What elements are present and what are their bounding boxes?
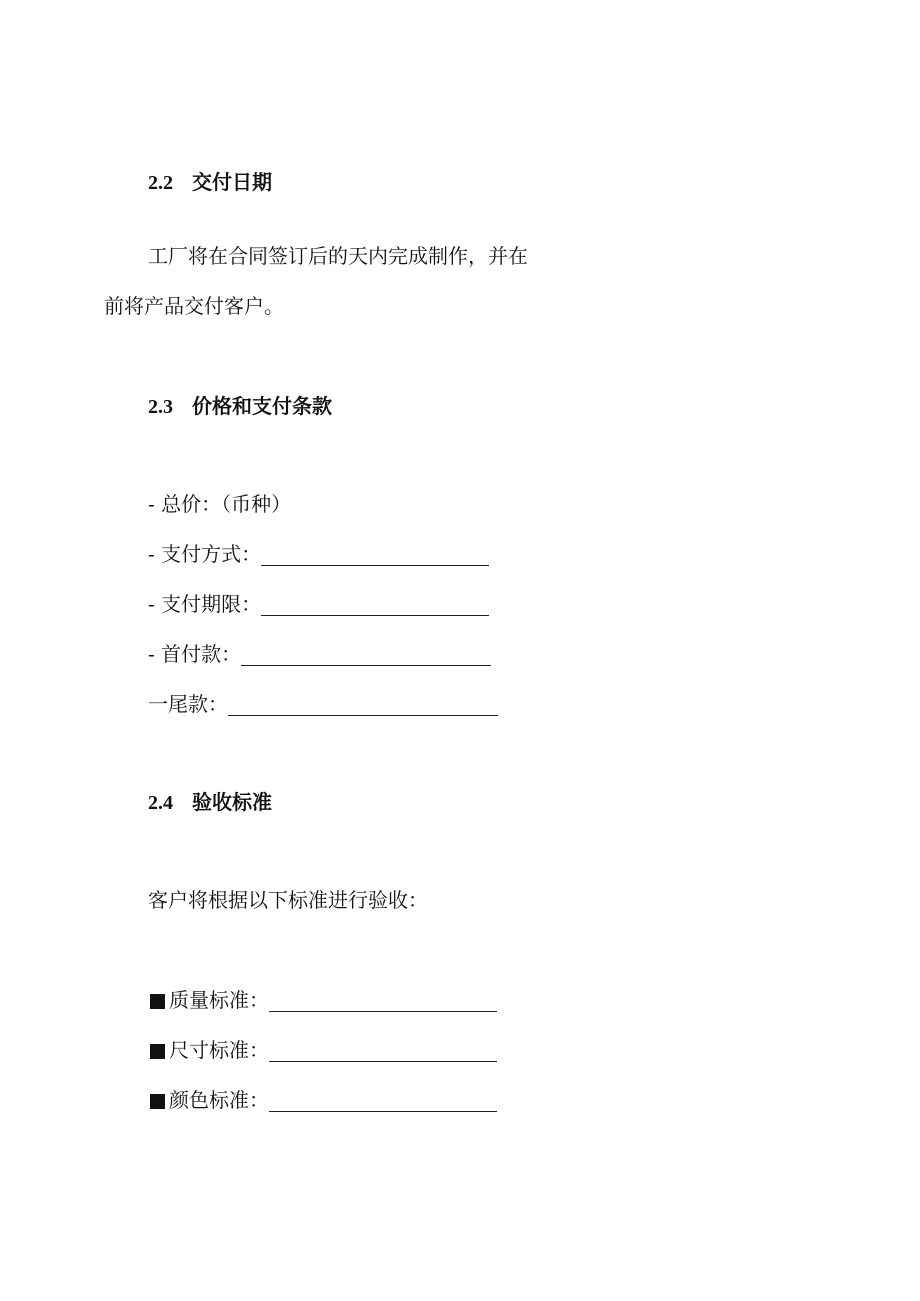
payment-term-field[interactable] (148, 592, 489, 616)
field-label: 尺寸标准： (169, 1038, 269, 1062)
blank-underline[interactable] (269, 993, 497, 1012)
blank-underline[interactable] (228, 697, 498, 716)
blank-underline[interactable] (261, 597, 489, 616)
section-number: 2.3 (148, 396, 173, 418)
acceptance-intro: 客户将根据以下标准进行验收： (148, 888, 428, 912)
section-title: 验收标准 (192, 790, 272, 814)
black-square-bullet-icon (150, 1094, 165, 1109)
field-label: - 首付款： (148, 642, 242, 666)
field-label: - 支付方式： (148, 542, 262, 566)
blank-underline[interactable] (241, 647, 491, 666)
down-payment-field[interactable] (148, 642, 491, 666)
payment-method-field[interactable] (148, 542, 489, 566)
paragraph-line: 前将产品交付客户。 (104, 294, 284, 318)
price-total-line (148, 492, 291, 516)
color-standard-field[interactable] (148, 1088, 497, 1112)
section-number: 2.2 (148, 172, 173, 194)
field-label: - 总价：（币种） (148, 492, 292, 516)
blank-underline[interactable] (261, 547, 489, 566)
paragraph-line: 工厂将在合同签订后的天内完成制作，并在 (148, 244, 528, 268)
blank-underline[interactable] (269, 1093, 497, 1112)
field-label: 质量标准： (169, 988, 269, 1012)
section-number: 2.4 (148, 792, 173, 814)
field-label: 一尾款： (148, 692, 228, 716)
section-title: 价格和支付条款 (192, 394, 332, 418)
field-label: - 支付期限： (148, 592, 262, 616)
section-heading-2-3 (148, 394, 332, 419)
section-heading-2-4 (148, 790, 272, 815)
field-label: 颜色标准： (169, 1088, 269, 1112)
final-payment-field[interactable] (148, 692, 498, 716)
blank-underline[interactable] (269, 1043, 497, 1062)
quality-standard-field[interactable] (148, 988, 497, 1012)
section-heading-2-2 (148, 170, 272, 195)
section-title: 交付日期 (192, 170, 272, 194)
black-square-bullet-icon (150, 994, 165, 1009)
black-square-bullet-icon (150, 1044, 165, 1059)
size-standard-field[interactable] (148, 1038, 497, 1062)
